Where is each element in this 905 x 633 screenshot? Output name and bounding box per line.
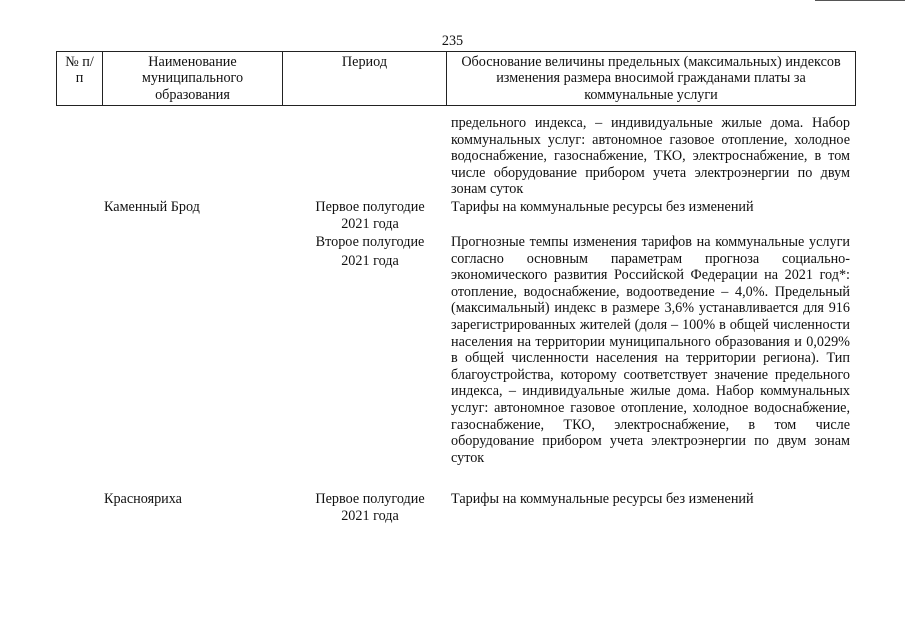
row-period: Второе полугодие 2021 года [315,234,425,269]
row-period: Первое полугодие 2021 года [315,491,425,524]
header-number: № п/п [57,52,103,106]
header-period: Период [283,52,447,106]
row-text: Тарифы на коммунальные ресурсы без изменений [451,199,754,215]
header-justification: Обоснование величины предельных (максимальных) индексов изменения размера вносимой гражданами платы за коммунальные услуги [447,52,856,106]
row-text: Тарифы на коммунальные ресурсы без изменений [451,491,754,507]
row-text: Прогнозные темпы изменения тарифов на коммунальные услуги согласно основным параметрам прогноза социально-экономического развития Российской Федерации на 2021 год*: отопление, водоснабжение, водоотведение – 4,0%. Предельный (максимальный) индекс в размере 3,6% устанавливается для 916 зарегистрированных жителей (доля – 100% в общей численности населения на территории муниципального образования и 0,029% в общей численности населения на территории региона). Тип благоустройства, которому соответствует значение предельного индекса, – индивидуальные жилые дома. Набор коммунальных услуг: автономное газовое отопление, холодное водоснабжение, газоснабжение, ТКО, электроснабжение, в том числе оборудование прибором учета электроэнергии по двум зонам суток [451,234,850,466]
row-name: Каменный Брод [104,199,200,215]
row-period: Первое полугодие 2021 года [315,199,425,232]
continuation-text: предельного индекса, – индивидуальные жилые дома. Набор коммунальных услуг: автономное газовое отопление, холодное водоснабжение, газоснабжение, ТКО, электроснабжение, в том числе оборудование прибором учета электроэнергии по двум зонам суток [451,115,850,198]
header-name: Наименование муниципального образования [103,52,283,106]
table-header [56,51,856,106]
page-number: 235 [441,33,464,49]
scan-corner-line [815,0,905,3]
row-name: Краснояриха [104,491,182,507]
